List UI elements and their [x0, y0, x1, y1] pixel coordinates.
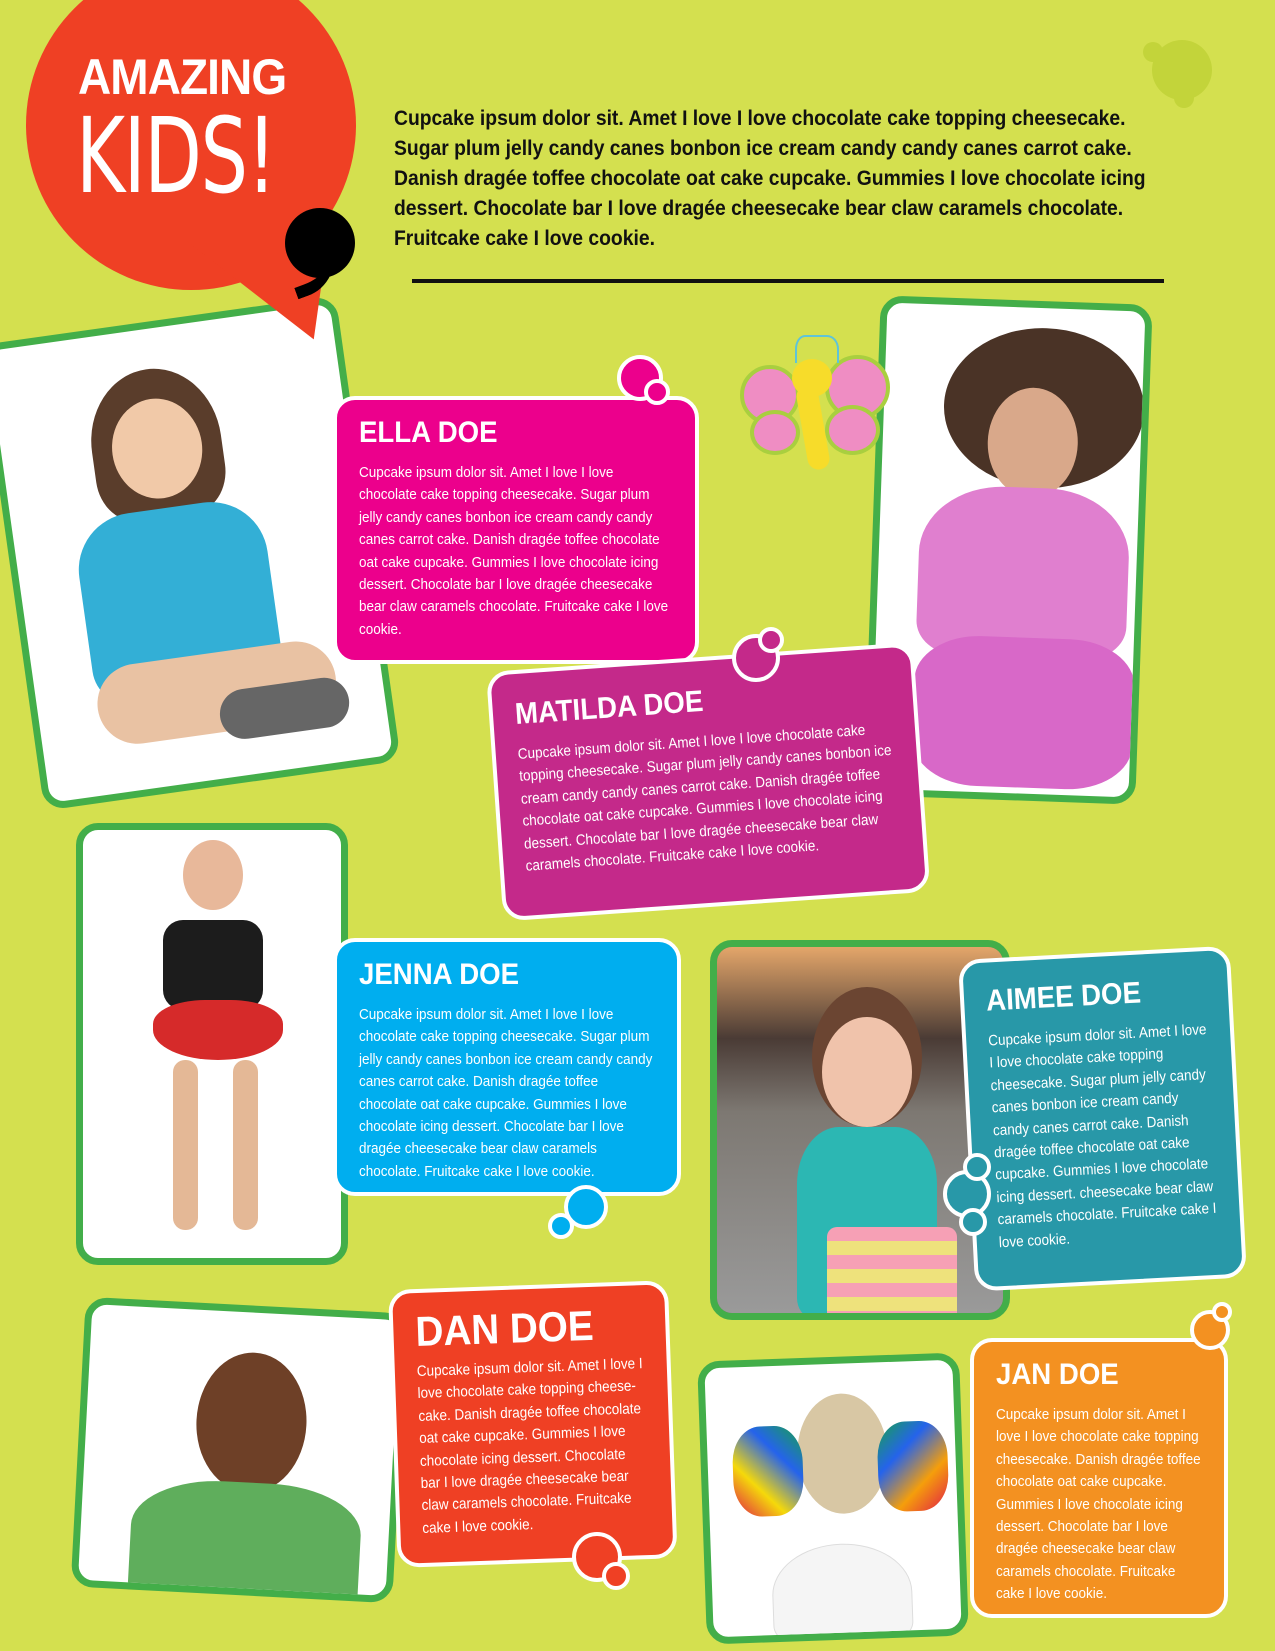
profile-bio: Cupcake ipsum dolor sit. Amet I love I love chocolate cake topping cheese-cake. Danish dragée toffee chocolate oat cake cupcake. Gummies I love chocolate icing dessert. Chocolate bar I love dragée cheesecake bear claw caramels chocolate. Fruitcake cake I love cookie.: [416, 1355, 643, 1537]
profile-name: ELLA DOE: [359, 416, 498, 449]
profile-bio: Cupcake ipsum dolor sit. Amet I love I love chocolate cake topping cheesecake. Sugar plum jelly candy canes bonbon ice cream candy candy canes carrot cake. Danish dragée toffee chocolate oat cake cupcake. Gummies I love chocolate icing dessert. Chocolate bar I love dragée cheesecake bear claw caramels chocolate. Fruitcake cake I love cookie.: [517, 721, 893, 875]
photo-frame-dan: [71, 1297, 408, 1603]
profile-card-matilda: [486, 642, 930, 921]
profile-bio: Cupcake ipsum dolor sit. Amet I love I love chocolate cake topping cheesecake. Sugar plum jelly candy canes bonbon ice cream candy candy canes carrot cake. Danish dragée toffee chocolate oat cake cupcake. Gummies I love chocolate icing dessert. cheesecake bear claw caramels chocolate. Fruitcake cake I love cookie.: [987, 1021, 1217, 1251]
title-amazing: AMAZING: [78, 49, 287, 105]
butterfly-icon: [740, 335, 890, 475]
profile-card-jan: [970, 1338, 1228, 1618]
profile-name: AIMEE DOE: [985, 976, 1142, 1018]
profile-name: MATILDA DOE: [513, 684, 705, 732]
profile-card-dan: [388, 1280, 678, 1568]
bubble-icon: [959, 1208, 987, 1236]
bubble-icon: [1212, 1302, 1232, 1322]
bubble-icon: [963, 1153, 991, 1181]
bubble-icon: [644, 379, 670, 405]
title-kids: KIDS!: [76, 95, 276, 217]
photo-frame-jan: [697, 1353, 969, 1645]
decorative-bubble-icon: [1174, 88, 1194, 108]
divider: [412, 279, 1164, 283]
photo-jan: [704, 1360, 961, 1637]
profile-bio: Cupcake ipsum dolor sit. Amet I love I love chocolate cake topping cheesecake. Sugar plum jelly candy canes bonbon ice cream candy candy canes carrot cake. Danish dragée toffee chocolate oat cake cupcake. Gummies I love chocolate icing dessert. Chocolate bar I love dragée cheesecake bear claw caramels chocolate. Fruitcake cake I love cookie.: [359, 464, 669, 638]
profile-name: DAN DOE: [414, 1301, 595, 1356]
photo-dan: [78, 1304, 400, 1596]
bubble-icon: [548, 1213, 574, 1239]
profile-card-jenna: [333, 938, 681, 1196]
bubble-icon: [602, 1562, 630, 1590]
profile-name: JAN DOE: [996, 1358, 1119, 1391]
profile-card-aimee: [958, 946, 1247, 1292]
photo-jenna: [83, 830, 341, 1258]
bubble-icon: [758, 627, 784, 653]
decorative-bubble-icon: [1143, 42, 1163, 62]
profile-bio: Cupcake ipsum dolor sit. Amet I love I love chocolate cake topping cheesecake. Danish dragée toffee chocolate oat cake cupcake. Gummies I love chocolate icing dessert. Chocolate bar I love dragée cheesecake bear claw caramels chocolate. Fruitcake cake I love cookie.: [996, 1406, 1201, 1603]
profile-bio: Cupcake ipsum dolor sit. Amet I love I love chocolate cake topping cheesecake. Sugar plum jelly candy canes bonbon ice cream candy candy canes carrot cake. Danish dragée toffee chocolate oat cake cupcake. Gummies I love chocolate icing dessert. Chocolate bar I love dragée cheesecake bear claw caramels chocolate. Fruitcake cake I love cookie.: [359, 1006, 653, 1180]
intro-paragraph: Cupcake ipsum dolor sit. Amet I love I love chocolate cake topping cheesecake. Sugar plum jelly candy canes bonbon ice cream candy candy canes carrot cake. Danish dragée toffee chocolate oat cake cupcake. Gummies I love chocolate icing dessert. Chocolate bar I love dragée cheesecake bear claw caramels chocolate. Fruitcake cake I love cookie.: [394, 107, 1146, 250]
profile-name: JENNA DOE: [359, 958, 520, 991]
profile-card-ella: [333, 396, 699, 664]
photo-frame-jenna: [76, 823, 348, 1265]
